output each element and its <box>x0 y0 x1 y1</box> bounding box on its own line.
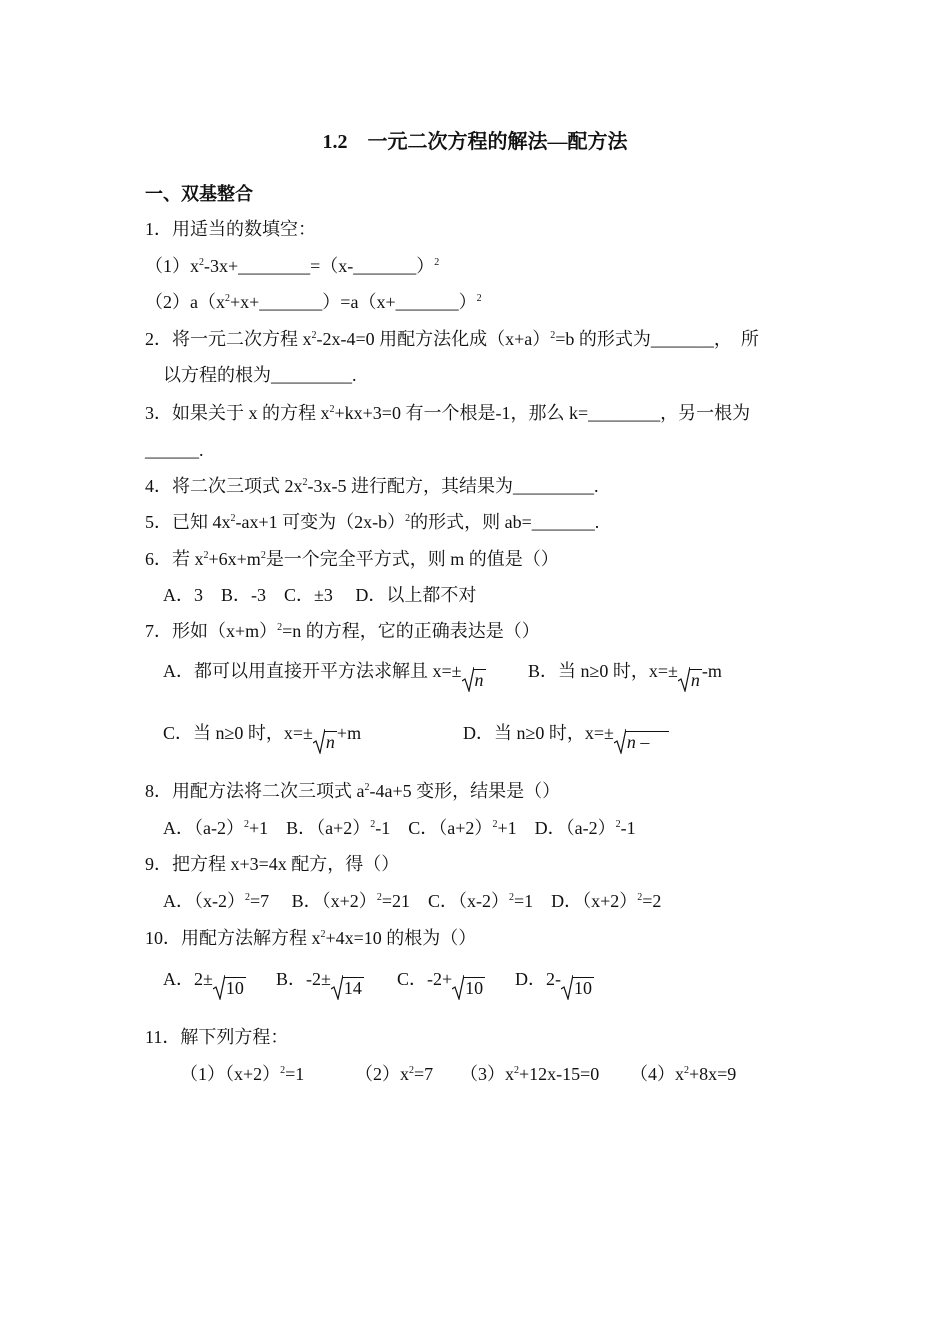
question-11-equation-4: $(4)x^2+8x=9$ <box>630 1064 737 1084</box>
question-6: 6．若 $x^2+6x+m^2$是一个完全平方式，则 m 的值是（） <box>145 549 559 569</box>
question-1-part-1: $(1)x^2-3x+\_\_\_\_\_\_\_\_=(x-\_\_\_\_\_\_\_)^2$ <box>145 256 440 276</box>
question-11-equation-2: $(2)x^2=7$ <box>355 1064 434 1084</box>
question-11-equation-1: $(1)(x+2)^2=1$ <box>180 1064 305 1084</box>
question-9: 9．把方程 x+3=4x 配方，得（） <box>145 854 400 874</box>
sqrt-symbol: 10 <box>452 977 485 997</box>
question-7-option-d: D．当 n≥0 时，x=± n – <box>463 722 669 751</box>
section-heading: 一、双基整合 <box>145 184 253 204</box>
question-3-line-2: ______. <box>145 440 204 460</box>
question-9-options: A．$(x-2)^2=7$ B．$(x+2)^2=21$ C．$(x-2)^2=1$ D．$(x+2)^2=2$ <box>163 891 662 911</box>
question-10: 10．用配方法解方程 $x^2+4x=10$ 的根为（） <box>145 928 477 948</box>
question-10-option-d: D．2- 10 <box>515 969 592 998</box>
sqrt-symbol: 10 <box>561 977 594 997</box>
question-8: 8．用配方法将二次三项式 $a^2-4a+5$ 变形，结果是（） <box>145 781 561 801</box>
question-7-option-a: A．都可以用直接开平方法求解且 x=± n <box>163 661 484 690</box>
sqrt-symbol: n – <box>614 731 670 751</box>
question-10-option-b: B．-2± 14 <box>276 969 362 998</box>
sqrt-symbol: n <box>313 731 337 751</box>
question-1-part-2: $(2)a(x^2+x+\_\_\_\_\_\_\_)=a(x+\_\_\_\_\_\_\_)^2$ <box>145 292 482 312</box>
question-4: 4．将二次三项式 $2x^2-3x-5$ 进行配方，其结果为_________. <box>145 476 599 496</box>
sqrt-symbol: 14 <box>331 977 364 997</box>
question-8-options: A．$(a-2)^2+1$ B．$(a+2)^2-1$ C．$(a+2)^2+1$ D．$(a-2)^2-1$ <box>163 818 636 838</box>
question-2-line-2: 以方程的根为_________. <box>163 365 357 385</box>
question-7: 7．形如$(x+m)^2=n$ 的方程，它的正确表达是（） <box>145 621 540 641</box>
sqrt-symbol: n <box>678 669 702 689</box>
question-10-option-a: A．2± 10 <box>163 969 244 998</box>
question-3: 3．如果关于 x 的方程 $x^2+kx+3=0$ 有一个根是-1，那么 k=________，另一根为 <box>145 403 751 423</box>
question-5: 5．已知 $4x^2-ax+1$ 可变为$(2x-b)^2$的形式，则 ab=_______. <box>145 512 600 532</box>
question-1-stem: 1．用适当的数填空： <box>145 219 316 239</box>
question-6-options: A．3 B．-3 C．±3 D．以上都不对 <box>163 585 477 605</box>
question-11: 11．解下列方程： <box>145 1027 289 1047</box>
question-7-option-c: C．当 n≥0 时，x=± n +m <box>163 723 362 752</box>
question-2: 2．将一元二次方程 $x^2-2x-4=0$ 用配方法化成$(x+a)^2=b$ 的形式为_______， 所 <box>145 329 759 349</box>
question-10-option-c: C．-2+ 10 <box>397 969 484 998</box>
sqrt-symbol: 10 <box>213 977 246 997</box>
question-11-equation-3: $(3)x^2+12x-15=0$ <box>460 1064 600 1084</box>
page-title: 1.2 一元二次方程的解法—配方法 <box>322 131 628 153</box>
question-7-option-b: B．当 n≥0 时，x=± n -m <box>528 661 722 690</box>
sqrt-symbol: n <box>462 669 486 689</box>
